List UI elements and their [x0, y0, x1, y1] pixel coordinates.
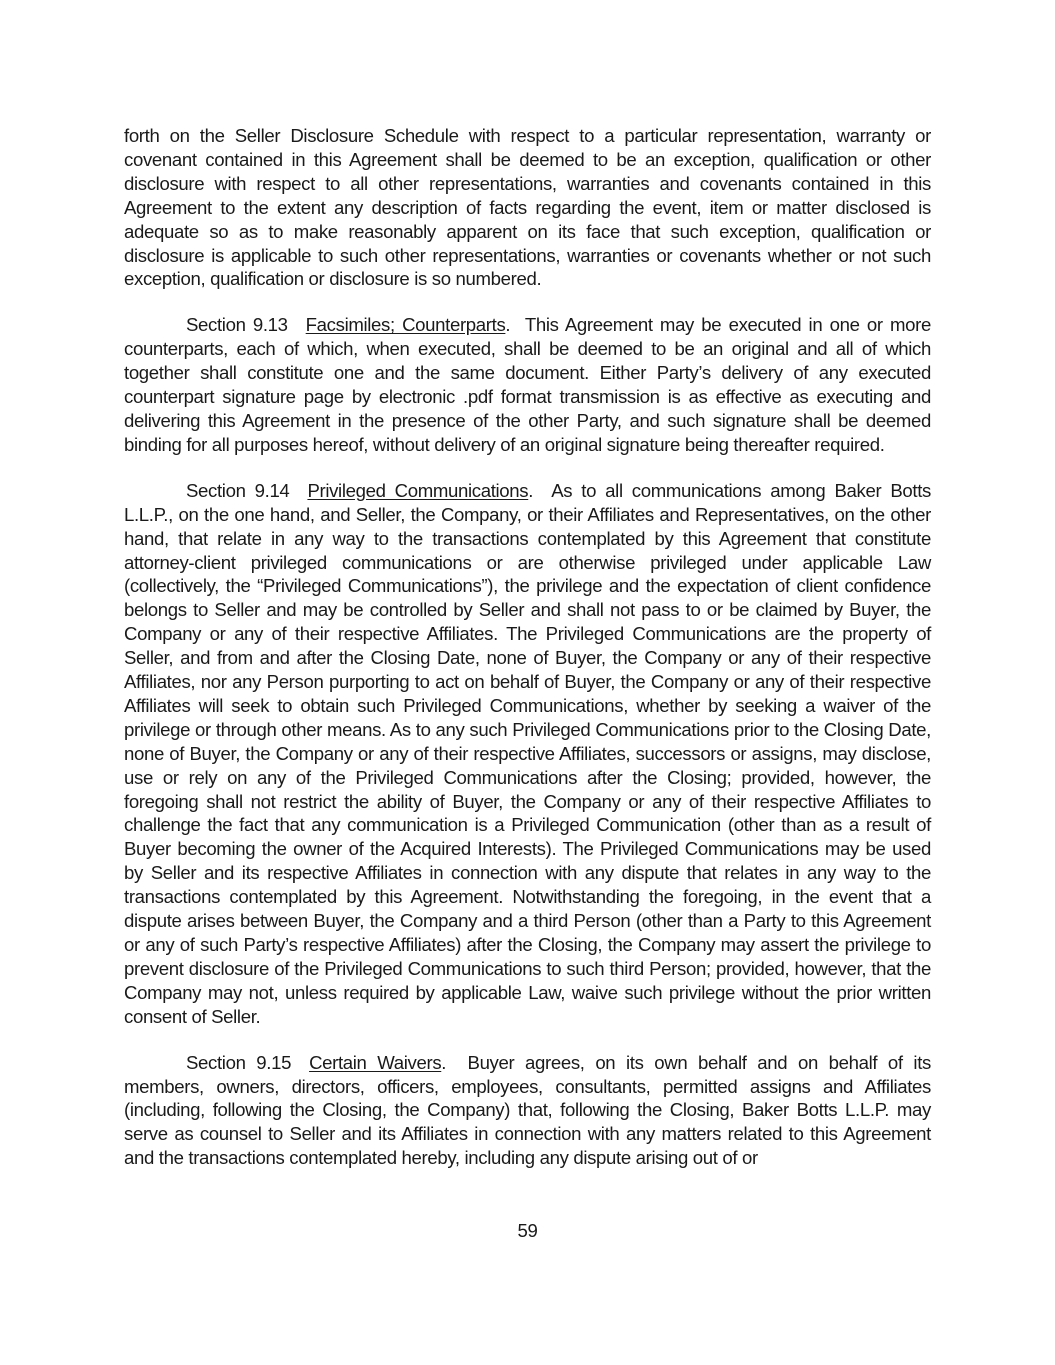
section-title-suffix: . [505, 314, 511, 336]
section-body: Buyer agrees, on its own behalf and on behalf of its members, owners, directors, officers, employees, consultants, permitted assigns and Affiliates (including, following the Closing, the Company) that, following the Closing, Baker Botts L.L.P. may serve as counsel to Seller and its Affiliates in connection with any matters related to this Agreement and the transactions contemplated hereby, including any dispute arising out of or [124, 1051, 931, 1169]
section-9-15 [124, 1051, 931, 1171]
section-number: Section 9.14 [186, 479, 290, 501]
paragraph-continuation [124, 124, 931, 291]
section-9-13 [124, 313, 931, 456]
section-title: Facsimiles; Counterparts [305, 314, 506, 336]
page-number: 59 [517, 1220, 538, 1241]
section-number: Section 9.13 [186, 314, 288, 336]
section-title-suffix: . [528, 479, 534, 501]
section-body: As to all communications among Baker Botts L.L.P., on the one hand, and Seller, the Company, or their Affiliates and Representatives, on the other hand, that relate in any way to the transactions contemplated by this Agreement that constitute attorney-client privileged communications or are otherwise privileged under applicable Law (collectively, the “Privileged Communications”), the privilege and the expectation of client confidence belongs to Seller and may be controlled by Seller and shall not pass to or be claimed by Buyer, the Company or any of their respective Affiliates. The Privileged Communications are the property of Seller, and from and after the Closing Date, none of Buyer, the Company or any of their respective Affiliates, nor any Person purporting to act on behalf of Buyer, the Company or any of their respective Affiliates will seek to obtain such Privileged Communications, whether by seeking a waiver of the privilege or through other means. As to any such Privileged Communications prior to the Closing Date, none of Buyer, the Company or any of their respective Affiliates, successors or assigns, may disclose, use or rely on any of the Privileged Communications after the Closing; provided, however, the foregoing shall not restrict the ability of Buyer, the Company or any of their respective Affiliates to challenge the fact that any communication is a Privileged Communication (other than as a result of Buyer becoming the owner of the Acquired Interests). The Privileged Communications may be used by Seller and its respective Affiliates in connection with any dispute that relates in any way to the transactions contemplated by this Agreement. Notwithstanding the foregoing, in the event that a dispute arises between Buyer, the Company and a third Person (other than a Party to this Agreement or any of such Party’s respective Affiliates) after the Closing, the Company may assert the privilege to prevent disclosure of the Privileged Communications to such third Person; provided, however, that the Company may not, unless required by applicable Law, waive such privilege without the prior written consent of Seller. [124, 479, 931, 1027]
section-title: Privileged Communications [307, 479, 529, 501]
section-9-14 [124, 479, 931, 1029]
document-page [124, 124, 931, 1170]
paragraph-text: forth on the Seller Disclosure Schedule with respect to a particular representation, warranty or covenant contained in this Agreement shall be deemed to be an exception, qualification or other disclosure with respect to all other representations, warranties and covenants contained in this Agreement to the extent any description of facts regarding the event, item or matter disclosed is adequate so as to make reasonably apparent on its face that such exception, qualification or disclosure is applicable to such other representations, warranties or covenants whether or not such exception, qualification or disclosure is so numbered. [124, 125, 931, 290]
section-title-suffix: . [441, 1051, 447, 1073]
section-body: This Agreement may be executed in one or more counterparts, each of which, when executed, shall be deemed to be an original and all of which together shall constitute one and the same document. Either Party’s delivery of any executed counterpart signature page by electronic .pdf format transmission is as effective as executing and delivering this Agreement in the presence of the other Party, and such signature shall be deemed binding for all purposes hereof, without delivery of an original signature being thereafter required. [124, 314, 931, 455]
section-title: Certain Waivers [309, 1051, 442, 1073]
section-number: Section 9.15 [186, 1051, 292, 1073]
